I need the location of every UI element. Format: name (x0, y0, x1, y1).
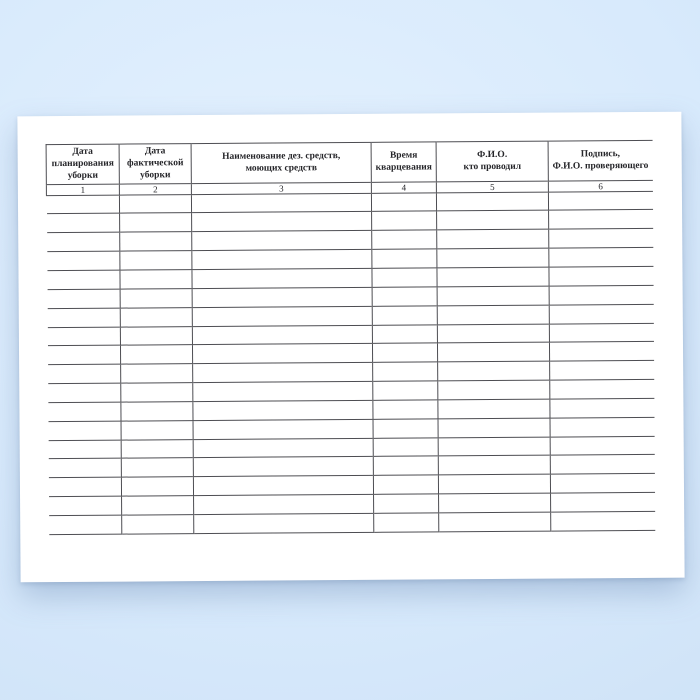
empty-cell (48, 383, 121, 402)
empty-cell (194, 494, 374, 514)
column-header-planned-date: Дата планирования уборки (46, 144, 119, 184)
empty-cell (193, 438, 373, 458)
column-number-3: 3 (191, 182, 371, 194)
empty-cell (193, 419, 373, 439)
empty-cell (193, 457, 373, 477)
empty-cell (550, 398, 654, 418)
table-row (49, 511, 655, 534)
column-header-actual-date: Дата фактической уборки (119, 144, 191, 184)
empty-cell (438, 380, 550, 400)
empty-cell (437, 324, 549, 344)
empty-cell (192, 268, 372, 288)
empty-cell (437, 342, 549, 362)
empty-cell (121, 477, 193, 496)
empty-cell (549, 342, 653, 362)
empty-cell (120, 270, 192, 289)
empty-cell (122, 515, 194, 534)
empty-cell (437, 267, 549, 287)
empty-cell (47, 327, 120, 346)
empty-cell (192, 344, 372, 364)
empty-cell (550, 455, 654, 475)
empty-cell (121, 383, 193, 402)
empty-cell (48, 421, 121, 440)
empty-cell (548, 191, 652, 211)
empty-cell (549, 229, 653, 249)
empty-cell (371, 193, 436, 212)
empty-cell (120, 251, 192, 270)
empty-cell (550, 417, 654, 437)
empty-cell (49, 515, 122, 534)
empty-cell (193, 400, 373, 420)
empty-cell (374, 513, 439, 532)
empty-cell (48, 459, 121, 478)
empty-cell (120, 213, 192, 232)
empty-cell (437, 229, 549, 249)
column-number-2: 2 (119, 183, 191, 195)
column-number-5: 5 (436, 181, 548, 193)
empty-cell (372, 306, 437, 325)
empty-cell (374, 494, 439, 513)
empty-cell (47, 251, 120, 270)
empty-cell (119, 194, 191, 213)
empty-cell (48, 477, 121, 496)
empty-cell (120, 288, 192, 307)
empty-cell (372, 230, 437, 249)
empty-cell (372, 249, 437, 268)
empty-cell (47, 232, 120, 251)
empty-cell (551, 492, 655, 512)
empty-cell (438, 437, 550, 457)
empty-cell (121, 458, 193, 477)
table-header-row (46, 140, 652, 184)
empty-cell (373, 400, 438, 419)
empty-cell (438, 456, 550, 476)
empty-cell (439, 512, 551, 532)
column-number-4: 4 (371, 182, 436, 193)
empty-cell (372, 343, 437, 362)
empty-cell (193, 363, 373, 383)
empty-cell (550, 361, 654, 381)
empty-cell (549, 304, 653, 324)
empty-cell (192, 325, 372, 345)
empty-cell (439, 493, 551, 513)
empty-cell (47, 308, 120, 327)
empty-cell (438, 418, 550, 438)
empty-cell (550, 436, 654, 456)
empty-cell (47, 270, 120, 289)
empty-cell (438, 399, 550, 419)
empty-cell (121, 364, 193, 383)
empty-cell (192, 306, 372, 326)
empty-cell (121, 420, 193, 439)
empty-cell (121, 401, 193, 420)
empty-cell (191, 193, 371, 213)
empty-cell (550, 379, 654, 399)
column-number-1: 1 (46, 184, 119, 196)
empty-cell (549, 248, 653, 268)
empty-cell (121, 439, 193, 458)
table-body (46, 191, 654, 534)
empty-cell (120, 345, 192, 364)
empty-cell (49, 496, 122, 515)
empty-cell (550, 474, 654, 494)
cleaning-log-table (46, 140, 655, 535)
column-header-performer-name: Ф.И.О. кто проводил (436, 141, 548, 181)
column-header-quartz-time: Время кварцевания (371, 142, 436, 182)
empty-cell (438, 361, 550, 381)
empty-cell (437, 286, 549, 306)
empty-cell (47, 214, 120, 233)
empty-cell (192, 249, 372, 269)
empty-cell (193, 476, 373, 496)
empty-cell (372, 211, 437, 230)
empty-cell (438, 474, 550, 494)
empty-cell (437, 305, 549, 325)
empty-cell (46, 195, 119, 214)
empty-cell (48, 402, 121, 421)
empty-cell (372, 268, 437, 287)
empty-cell (47, 345, 120, 364)
column-header-disinfectant-name: Наименование дез. средств, моющих средств (191, 142, 371, 183)
empty-cell (192, 212, 372, 232)
empty-cell (120, 326, 192, 345)
empty-cell (373, 456, 438, 475)
empty-cell (551, 511, 655, 531)
empty-cell (48, 364, 121, 383)
empty-cell (549, 323, 653, 343)
empty-cell (549, 285, 653, 305)
column-number-6: 6 (548, 180, 652, 192)
empty-cell (373, 362, 438, 381)
empty-cell (436, 192, 548, 212)
empty-cell (437, 211, 549, 231)
empty-cell (372, 287, 437, 306)
column-header-checker-signature: Подпись, Ф.И.О. проверяющего (548, 140, 652, 180)
empty-cell (122, 496, 194, 515)
empty-cell (120, 307, 192, 326)
empty-cell (47, 289, 120, 308)
empty-cell (193, 381, 373, 401)
empty-cell (437, 248, 549, 268)
empty-cell (194, 513, 374, 533)
empty-cell (372, 324, 437, 343)
empty-cell (192, 231, 372, 251)
document-page (17, 112, 684, 583)
empty-cell (192, 287, 372, 307)
empty-cell (549, 210, 653, 230)
empty-cell (48, 440, 121, 459)
empty-cell (373, 381, 438, 400)
empty-cell (373, 419, 438, 438)
empty-cell (120, 232, 192, 251)
empty-cell (373, 475, 438, 494)
empty-cell (373, 437, 438, 456)
empty-cell (549, 266, 653, 286)
